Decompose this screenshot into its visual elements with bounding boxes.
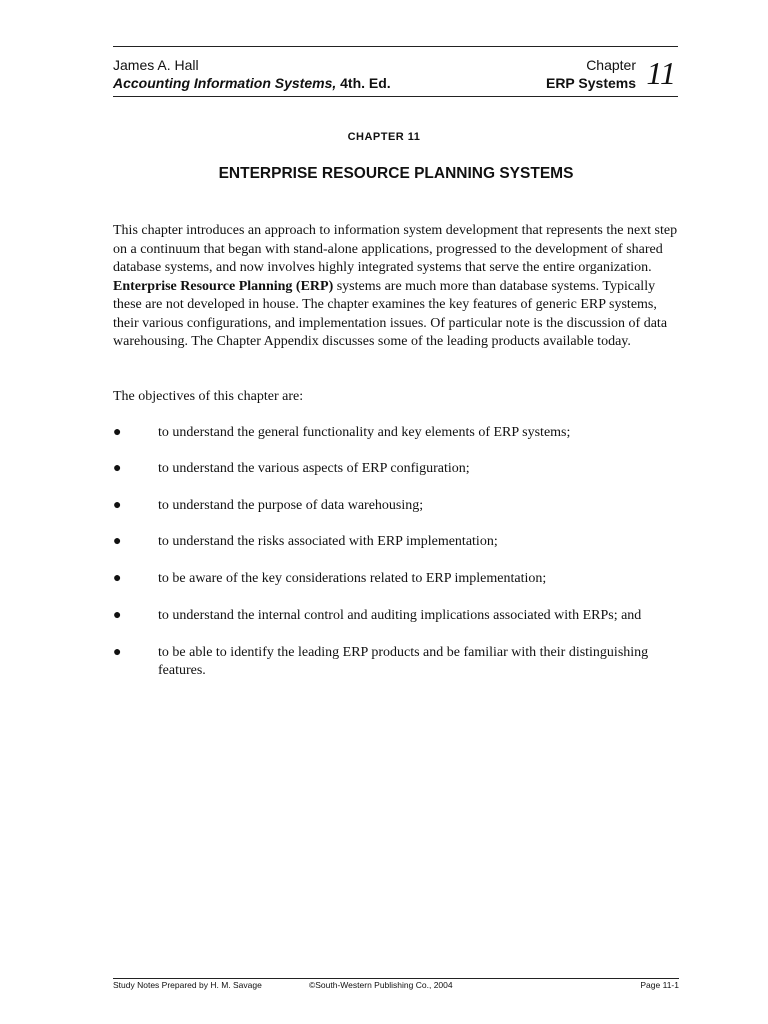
objectives-intro: The objectives of this chapter are: [113,389,304,404]
intro-paragraph [113,222,681,352]
bullet-icon: ● [113,645,122,660]
footer-page-number: Page 11-1 [640,980,679,990]
intro-text-part1: This chapter introduces an approach to information system development that represents the next step on a continuum that began with stand-alone applications, progressed to the development of shared database systems, and now involves highly integrated systems that serve the entire organization. [113,223,678,275]
header-left [113,56,391,92]
objective-text: to understand the general functionality and key elements of ERP systems; [158,425,571,440]
chapter-topic: ERP Systems [545,75,636,91]
chapter-word: Chapter [586,57,636,73]
chapter-number: 11 [646,55,676,91]
chapter-label: CHAPTER 11 [347,131,421,143]
author-name: James A. Hall [113,57,199,73]
page-footer [113,978,679,991]
objective-text: to understand the various aspects of ERP configuration; [158,461,470,476]
objective-text: to be able to identify the leading ERP products and be familiar with their distinguishing features. [158,645,649,678]
bullet-icon: ● [113,608,122,623]
book-edition: 4th. Ed. [336,75,391,91]
footer-prepared-by: Study Notes Prepared by H. M. Savage [113,980,262,990]
bullet-icon: ● [113,461,122,476]
objective-text: to be aware of the key considerations related to ERP implementation; [158,571,547,586]
objective-text: to understand the internal control and auditing implications associated with ERPs; and [158,608,642,623]
bullet-icon: ● [113,425,122,440]
objective-text: to understand the purpose of data warehousing; [158,498,424,513]
footer-copyright: ©South-Western Publishing Co., 2004 [309,980,453,990]
intro-bold-term: Enterprise Resource Planning (ERP) [113,278,334,294]
intro-text-part2: systems are much more than database systems. Typically these are not developed in house. The chapter examines the key features of generic ERP systems, their various configurations, and implementation issues. Of particular note is the discussion of data warehousing. The Chapter Appendix discusses some of the leading products available today. [113,278,668,349]
header-right [546,56,636,92]
book-title-line [113,74,391,92]
book-title: Accounting Information Systems, [113,75,337,91]
bullet-icon: ● [113,534,122,549]
chapter-title: ENTERPRISE RESOURCE PLANNING SYSTEMS [218,165,574,182]
bullet-icon: ● [113,498,122,513]
objective-text: to understand the risks associated with ERP implementation; [158,534,498,549]
bullet-icon: ● [113,571,122,586]
page-header [113,46,678,97]
